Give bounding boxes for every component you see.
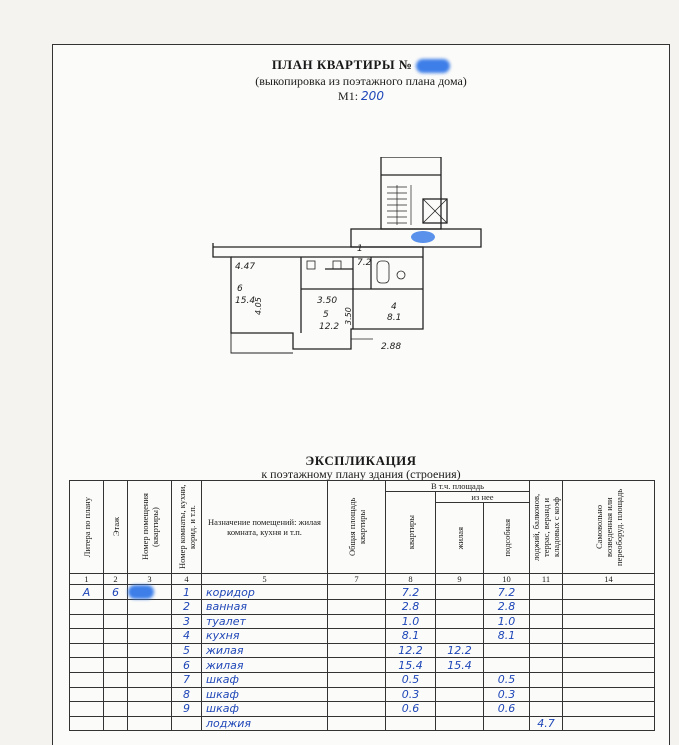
cell-aux	[484, 716, 530, 731]
cell-unauth	[563, 600, 655, 615]
cell-living	[436, 716, 484, 731]
cell-loggia	[530, 658, 563, 673]
cell-name: шкаф	[202, 702, 328, 717]
room-area-5: 12.2	[319, 322, 340, 332]
col-header-purpose: Назначение помещений: жилая комната, кухня и т.п.	[202, 481, 328, 574]
table-row	[70, 614, 655, 629]
scale-label: М1:	[338, 89, 359, 103]
cell-name: лоджия	[202, 716, 328, 731]
cell-area: 2.8	[386, 600, 436, 615]
cell-apt	[128, 585, 172, 600]
cell-litera	[70, 614, 104, 629]
dim-4-05: 4.05	[254, 297, 263, 315]
cell-loggia	[530, 643, 563, 658]
cell-loggia	[530, 687, 563, 702]
cell-num: 7	[172, 672, 202, 687]
cell-floor	[104, 614, 128, 629]
cell-apt	[128, 614, 172, 629]
col-header-living: жилая	[436, 503, 484, 574]
explication-title: ЭКСПЛИКАЦИЯ	[305, 453, 417, 468]
cell-unauth	[563, 702, 655, 717]
cell-name: кухня	[202, 629, 328, 644]
cell-total	[328, 672, 386, 687]
column-number-row: 1 2 3 4 5 7 8 9 10 11 14	[70, 574, 655, 585]
cell-name: ванная	[202, 600, 328, 615]
room-number-6: 6	[237, 284, 243, 294]
cell-floor	[104, 702, 128, 717]
plan-title: ПЛАН КВАРТИРЫ №	[53, 57, 669, 73]
room-area-6: 15.4	[235, 296, 256, 306]
cell-area	[386, 716, 436, 731]
cell-apt	[128, 716, 172, 731]
cell-loggia	[530, 672, 563, 687]
cell-num	[172, 716, 202, 731]
table-row	[70, 658, 655, 673]
cell-apt	[128, 687, 172, 702]
cell-litera	[70, 658, 104, 673]
loggia	[231, 333, 293, 353]
stairs	[387, 185, 411, 225]
cell-litera	[70, 687, 104, 702]
cell-num: 6	[172, 658, 202, 673]
cell-unauth	[563, 658, 655, 673]
cell-total	[328, 716, 386, 731]
room-area-1: 7.2	[357, 258, 372, 268]
dim-3-50-a: 3.50	[317, 296, 338, 306]
cell-unauth	[563, 614, 655, 629]
redacted-apartment-number	[416, 59, 450, 73]
cell-living	[436, 585, 484, 600]
cell-loggia	[530, 614, 563, 629]
cell-floor	[104, 658, 128, 673]
explication-table	[69, 480, 655, 731]
cell-num: 8	[172, 687, 202, 702]
cell-aux: 1.0	[484, 614, 530, 629]
cell-apt	[128, 702, 172, 717]
cell-living	[436, 687, 484, 702]
cell-living	[436, 614, 484, 629]
floor-plan	[201, 157, 491, 387]
cell-litera	[70, 629, 104, 644]
cell-floor	[104, 716, 128, 731]
cell-aux: 0.6	[484, 702, 530, 717]
cell-aux: 0.5	[484, 672, 530, 687]
cell-aux: 8.1	[484, 629, 530, 644]
cell-num: 1	[172, 585, 202, 600]
cell-unauth	[563, 629, 655, 644]
table-row	[70, 687, 655, 702]
cell-area: 8.1	[386, 629, 436, 644]
cell-area: 0.3	[386, 687, 436, 702]
col-header-floor: Этаж	[104, 481, 128, 574]
cell-floor	[104, 687, 128, 702]
cell-num: 2	[172, 600, 202, 615]
table-row	[70, 672, 655, 687]
cell-floor	[104, 629, 128, 644]
cell-living	[436, 672, 484, 687]
redacted-apartment-number	[128, 585, 154, 599]
cell-num: 3	[172, 614, 202, 629]
cell-aux	[484, 643, 530, 658]
cell-unauth	[563, 716, 655, 731]
cell-floor: 6	[104, 585, 128, 600]
cell-num: 4	[172, 629, 202, 644]
cell-loggia	[530, 600, 563, 615]
col-header-litera: Литера по плану	[70, 481, 104, 574]
explication-subtitle: к поэтажному плану здания (строения)	[261, 467, 461, 481]
cell-litera	[70, 702, 104, 717]
col-header-apartment-area: квартиры	[386, 492, 436, 574]
col-header-group: В т.ч. площадь	[386, 481, 530, 492]
cell-area: 0.5	[386, 672, 436, 687]
cell-total	[328, 658, 386, 673]
cell-total	[328, 702, 386, 717]
col-header-apartment-number: Номер помещения (квартиры)	[128, 481, 172, 574]
cell-aux: 7.2	[484, 585, 530, 600]
cell-loggia	[530, 629, 563, 644]
cell-living: 12.2	[436, 643, 484, 658]
col-header-loggia: лоджий, балконов, террас, веранд и кладовых с коэф	[530, 481, 563, 574]
col-header-room-number: Номер комнаты, кухни, корид. и т.п.	[172, 481, 202, 574]
cell-apt	[128, 658, 172, 673]
dim-3-50-b: 3.50	[344, 307, 353, 325]
cell-loggia	[530, 585, 563, 600]
cell-total	[328, 600, 386, 615]
col-header-unauthorized: Самовольно возведенная или переоборуд. площадь	[563, 481, 655, 574]
cell-total	[328, 614, 386, 629]
scale-value: 200	[361, 89, 384, 103]
dim-width-4-47: 4.47	[235, 262, 256, 272]
cell-litera	[70, 643, 104, 658]
room-number-1: 1	[357, 244, 363, 254]
table-row	[70, 702, 655, 717]
cell-floor	[104, 643, 128, 658]
cell-apt	[128, 600, 172, 615]
cell-unauth	[563, 643, 655, 658]
table-row	[70, 629, 655, 644]
table-row	[70, 716, 655, 731]
cell-living	[436, 629, 484, 644]
cell-total	[328, 643, 386, 658]
cell-total	[328, 585, 386, 600]
redacted-plan-mark	[411, 231, 435, 243]
plan-subtitle: (выкопировка из поэтажного плана дома)	[255, 74, 467, 88]
cell-loggia: 4.7	[530, 716, 563, 731]
dim-2-88: 2.88	[381, 342, 402, 352]
scale-line	[53, 89, 669, 104]
cell-floor	[104, 672, 128, 687]
cell-area: 0.6	[386, 702, 436, 717]
cell-area: 7.2	[386, 585, 436, 600]
cell-area: 15.4	[386, 658, 436, 673]
cell-living	[436, 702, 484, 717]
cell-litera: А	[70, 585, 104, 600]
cell-name: коридор	[202, 585, 328, 600]
cell-num: 9	[172, 702, 202, 717]
cell-apt	[128, 643, 172, 658]
table-row	[70, 585, 655, 600]
cell-litera	[70, 716, 104, 731]
room-number-5: 5	[323, 310, 329, 320]
cell-num: 5	[172, 643, 202, 658]
cell-unauth	[563, 585, 655, 600]
document-sheet	[52, 44, 670, 745]
cell-aux: 0.3	[484, 687, 530, 702]
cell-aux	[484, 658, 530, 673]
room-area-4: 8.1	[387, 313, 402, 323]
col-header-auxiliary: подсобная	[484, 503, 530, 574]
col-header-subgroup: из нее	[436, 492, 530, 503]
cell-living	[436, 600, 484, 615]
cell-name: жилая	[202, 658, 328, 673]
cell-name: жилая	[202, 643, 328, 658]
cell-unauth	[563, 687, 655, 702]
cell-apt	[128, 629, 172, 644]
cell-total	[328, 687, 386, 702]
cell-name: шкаф	[202, 672, 328, 687]
toilet	[397, 271, 405, 279]
bathtub	[377, 261, 389, 283]
col-header-total-area: Общая площадь квартиры	[328, 481, 386, 574]
cell-unauth	[563, 672, 655, 687]
cell-living: 15.4	[436, 658, 484, 673]
table-row	[70, 600, 655, 615]
cell-apt	[128, 672, 172, 687]
cell-name: туалет	[202, 614, 328, 629]
cell-total	[328, 629, 386, 644]
cell-loggia	[530, 702, 563, 717]
cell-area: 12.2	[386, 643, 436, 658]
cell-litera	[70, 672, 104, 687]
cell-litera	[70, 600, 104, 615]
room-number-4: 4	[391, 302, 397, 312]
table-row	[70, 643, 655, 658]
cell-name: шкаф	[202, 687, 328, 702]
cell-floor	[104, 600, 128, 615]
cell-aux: 2.8	[484, 600, 530, 615]
cell-area: 1.0	[386, 614, 436, 629]
